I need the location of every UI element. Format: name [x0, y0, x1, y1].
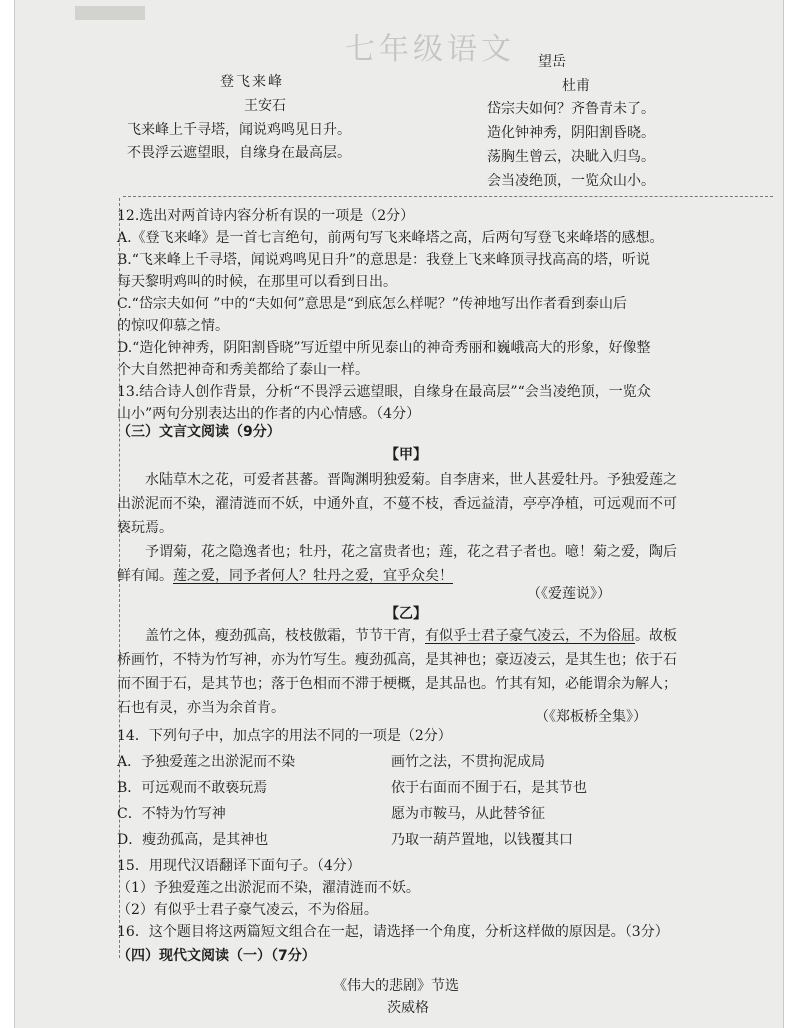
- yi-line1-start: 盖竹之体，瘦劲孤高，枝枝傲霜，节节干宵，: [145, 628, 425, 644]
- jia-para2-line2: [117, 566, 453, 586]
- jia-source: （《爱莲说》）: [527, 586, 611, 602]
- exam-paper: [14, 0, 784, 1028]
- q12-option-b-line2: 每天黎明鸡叫的时候，在那里可以看到日出。: [117, 274, 397, 290]
- yi-line3: 而不囿于石，是其节也；落于色相而不滞于梗概，是其品也。竹其有知，必能谓余为解人；: [117, 676, 677, 692]
- q14-option-d-left: D．瘦劲孤高，是其神也: [117, 832, 269, 848]
- q14-option-a-left: A．予独爱莲之出淤泥而不染: [117, 754, 296, 770]
- poem2-line-2: 造化钟神秀，阴阳割昏晓。: [487, 125, 655, 141]
- q12-option-d-line1: D.“造化钟神秀，阴阳割昏晓”写近望中所见泰山的神奇秀丽和巍峨高大的形象，好像整: [117, 340, 651, 356]
- q14-option-a-right: 画竹之法，不贯拘泥成局: [391, 754, 545, 770]
- jia-para2-line1: 予谓菊，花之隐逸者也；牡丹，花之富贵者也；莲，花之君子者也。噫！菊之爱，陶后: [145, 544, 677, 560]
- q15-sentence-1: （1）予独爱莲之出淤泥而不染，濯清涟而不妖。: [117, 880, 420, 896]
- cut-line: [123, 196, 773, 197]
- poem2-author: 杜甫: [562, 78, 590, 94]
- poem1-author: 王安石: [244, 98, 286, 114]
- yi-heading: 【乙】: [385, 606, 427, 622]
- passage-author: 茨威格: [387, 1000, 429, 1016]
- passage-title: 《伟大的悲剧》节选: [333, 978, 459, 994]
- yi-line2: 桥画竹，不特为竹写神，亦为竹写生。瘦劲孤高，是其神也；豪迈凌云，是其生也；依于石: [117, 652, 677, 668]
- bleed-through-header: 七年级语文: [345, 32, 515, 67]
- q12-option-c-line1: C.“岱宗夫如何 ”中的“夫如何”意思是“到底怎么样呢？”传神地写出作者看到泰山后: [117, 296, 628, 312]
- q14-option-b-right: 依于右面而不囿于石，是其节也: [391, 780, 587, 796]
- q14-option-c-left: C．不特为竹写神: [117, 806, 226, 822]
- poem1-line-2: 不畏浮云遮望眼，自缘身在最高层。: [127, 145, 351, 161]
- jia-underlined-sentence: 莲之爱，同予者何人？牡丹之爱，宜乎众矣！: [173, 568, 453, 584]
- jia-heading: 【甲】: [385, 447, 427, 463]
- poem1-line-1: 飞来峰上千寻塔，闻说鸡鸣见日升。: [127, 122, 351, 138]
- q14-option-c-right: 愿为市鞍马，从此替爷征: [391, 806, 545, 822]
- jia-para1-line1: 水陆草木之花，可爱者甚蕃。晋陶渊明独爱菊。自李唐来，世人甚爱牡丹。予独爱莲之: [145, 472, 677, 488]
- yi-line4: 石也有灵，亦当为余首肯。: [117, 700, 285, 716]
- corner-mark: [75, 6, 145, 20]
- yi-line1-end: 。故板: [635, 628, 677, 644]
- q15-stem: 15．用现代汉语翻译下面句子。（4分）: [117, 858, 361, 874]
- poem2-line-3: 荡胸生曾云，决眦入归鸟。: [487, 149, 655, 165]
- yi-underlined-sentence: 有似乎士君子豪气凌云，不为俗屈: [425, 628, 635, 644]
- poem2-line-4: 会当凌绝顶，一览众山小。: [487, 173, 655, 189]
- q12-stem: 12.选出对两首诗内容分析有误的一项是（2分）: [117, 208, 415, 224]
- q12-option-c-line2: 的惊叹仰慕之情。: [117, 318, 229, 334]
- q13-line2: 山小”两句分别表达出的作者的内心情感。（4分）: [117, 406, 421, 422]
- section3-heading: （三）文言文阅读（9分）: [117, 424, 281, 440]
- yi-source: （《郑板桥全集》）: [535, 709, 647, 725]
- q13-line1: 13.结合诗人创作背景，分析“不畏浮云遮望眼，自缘身在最高层”“会当凌绝顶，一览众: [117, 384, 651, 400]
- q14-stem: 14．下列句子中，加点字的用法不同的一项是（2分）: [117, 728, 452, 744]
- q12-option-d-line2: 个大自然把神奇和秀美都给了泰山一样。: [117, 362, 369, 378]
- q16-stem: 16．这个题目将这两篇短文组合在一起，请选择一个角度，分析这样做的原因是。（3分）: [117, 924, 669, 940]
- q12-option-b-line1: B.“飞来峰上千寻塔，闻说鸡鸣见日升”的意思是：我登上飞来峰顶寻找高高的塔，听说: [117, 252, 651, 268]
- poem2-line-1: 岱宗夫如何？齐鲁青未了。: [487, 101, 655, 117]
- q12-option-a: A.《登飞来峰》是一首七言绝句，前两句写飞来峰塔之高，后两句写登飞来峰塔的感想。: [117, 230, 664, 246]
- q14-option-b-left: B．可远观而不敢亵玩焉: [117, 780, 268, 796]
- q14-option-d-right: 乃取一葫芦置地，以钱覆其口: [391, 832, 573, 848]
- poem1-title: 登飞来峰: [220, 74, 284, 90]
- section4-heading: （四）现代文阅读（一）（7分）: [117, 948, 316, 964]
- q15-sentence-2: （2）有似乎士君子豪气凌云，不为俗屈。: [117, 902, 378, 918]
- poem2-title: 望岳: [538, 54, 566, 70]
- jia-para1-line3: 亵玩焉。: [117, 520, 173, 536]
- jia-para1-line2: 出淤泥而不染，濯清涟而不妖，中通外直，不蔓不枝，香远益清，亭亭净植，可远观而不可: [117, 496, 677, 512]
- yi-line1: [145, 626, 677, 646]
- jia-para2-text: 鲜有闻。: [117, 568, 173, 584]
